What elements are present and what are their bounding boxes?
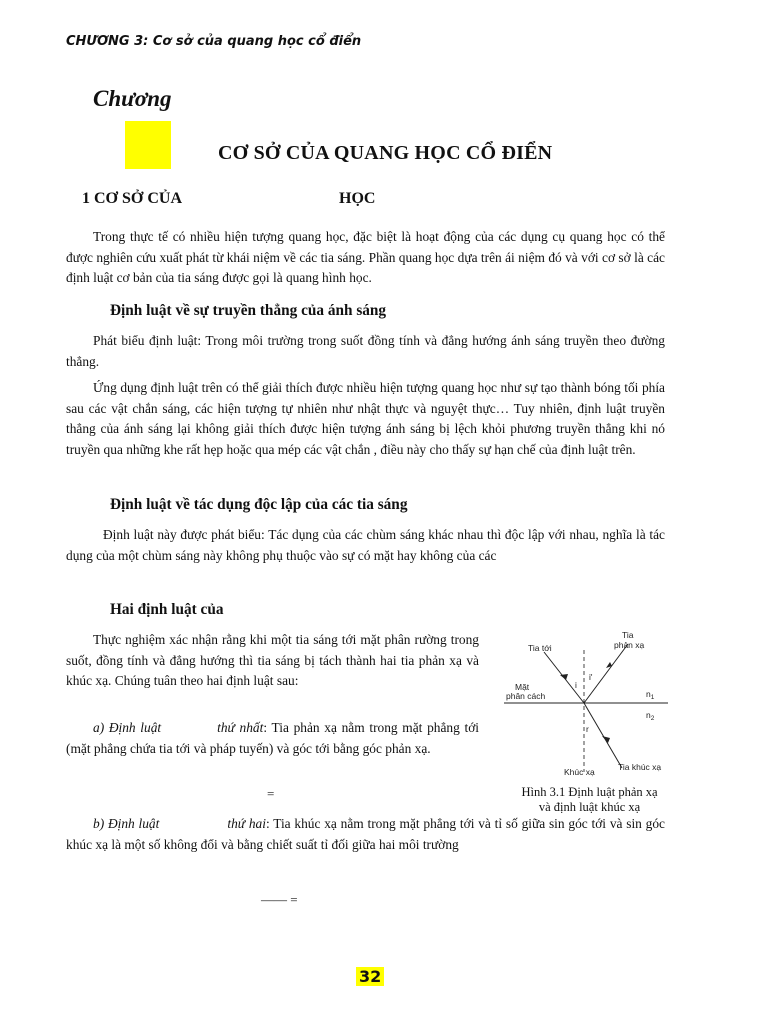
heading-two-laws: Hai định luật của — [110, 601, 224, 618]
chapter-label: Chương — [93, 86, 172, 111]
chapter-number-highlight — [125, 121, 171, 169]
refracted-ray — [584, 703, 622, 768]
label-n1: $n_1$ — [646, 689, 655, 701]
label-angle-i-prime: i' — [589, 672, 593, 682]
refraction-diagram — [496, 622, 676, 784]
law-a-ordinal: thứ nhất — [217, 720, 264, 735]
label-incident: Tia tới — [528, 643, 552, 653]
refraction-equation: —— = — [261, 892, 298, 907]
incident-arrow-icon — [560, 674, 568, 680]
figure-caption-line2: và định luật khúc xạ — [538, 800, 641, 814]
running-header: CHƯƠNG 3: Cơ sở của quang học cổ điển — [66, 34, 362, 49]
label-refraction: Khúc xạ — [564, 767, 595, 777]
section-heading-left: 1 CƠ SỞ CỦA — [82, 190, 183, 207]
label-angle-i: i — [575, 680, 577, 690]
straight-law-statement: Phát biểu định luật: Trong môi trường trong suốt đồng tính và đẳng hướng ánh sáng truyền theo đường thẳng. — [66, 333, 665, 369]
straight-law-application: Ứng dụng định luật trên có thể giải thích được nhiều hiện tượng quang học như sự tạo thành bóng tối phía sau các vật chắn sáng, các hiện tượng tự nhiên như nhật thực và nguyệt thực… Tuy nhiên, định luật truyền thẳng của ánh sáng lại không giải thích được hiện tượng ánh sáng bị lệch khỏi phương truyền thẳng khi nó truyền qua những khe rất hẹp hoặc qua mép các vật chắn , điều này cho thấy sự hạn chế của định luật trên. — [66, 380, 665, 457]
label-angle-r: r — [586, 724, 589, 734]
law-b-ordinal: thứ hai — [227, 816, 266, 831]
label-reflected-2: phản xạ — [614, 640, 645, 650]
label-interface-2: phân cách — [506, 691, 546, 701]
heading-independent-rays: Định luật về tác dụng độc lập của các tia sáng — [110, 496, 408, 513]
chapter-title: CƠ SỞ CỦA QUANG HỌC CỔ ĐIỂN — [218, 142, 553, 164]
independent-law-statement: Định luật này được phát biểu: Tác dụng của các chùm sáng khác nhau thì độc lập với nhau, nghĩa là tác dụng của một chùm sáng này không phụ thuộc vào sự có mặt hay không của các — [66, 527, 665, 563]
law-a-label: a) Định luật — [93, 720, 162, 735]
label-refracted-ray: Tia khúc xạ — [618, 762, 662, 772]
intro-paragraph: Trong thực tế có nhiều hiện tượng quang học, đặc biệt là hoạt động của các dụng cụ quang học có thể được nghiên cứu xuất phát từ khái niệm về các tia sáng. Phần quang học dựa trên ái niệm đó và với cơ sở là các định luật cơ bản của tia sáng được gọi là quang hình học. — [66, 229, 665, 286]
law-b-paragraph — [66, 814, 665, 855]
law-a-text: : Tia phản xạ nằm trong mặt phẳng tới (mặt phẳng chứa tia tới và pháp tuyến) và góc tới bằng góc phản xạ. — [66, 720, 479, 756]
reflection-equation: = — [267, 786, 275, 801]
label-reflected-1: Tia — [622, 630, 634, 640]
law-b-text: : Tia khúc xạ nằm trong mặt phẳng tới và tỉ số giữa sin góc tới và sin góc khúc xạ là một số không đổi và bằng chiết suất tỉ đối giữa hai môi trường — [66, 816, 665, 852]
law-b-label: b) Định luật — [93, 816, 160, 831]
label-interface-1: Mặt — [515, 682, 530, 692]
label-n2: $n_2$ — [646, 710, 655, 722]
section-heading-right: HỌC — [339, 190, 376, 207]
figure-caption — [498, 785, 681, 815]
law-a-paragraph — [66, 718, 479, 759]
figure-caption-line1: Hình 3.1 Định luật phản xạ — [521, 785, 658, 799]
refracted-arrow-icon — [602, 736, 610, 743]
two-laws-intro: Thực nghiệm xác nhận rằng khi một tia sáng tới mặt phân rường trong suốt, đồng tính và đẳng hướng thì tia sáng bị tách thành hai tia phản xạ và khúc xạ. Chúng tuân theo hai định luật sau: — [66, 632, 479, 689]
heading-straight-propagation: Định luật về sự truyền thẳng của ánh sáng — [110, 302, 387, 319]
page-number: 32 — [356, 967, 384, 986]
